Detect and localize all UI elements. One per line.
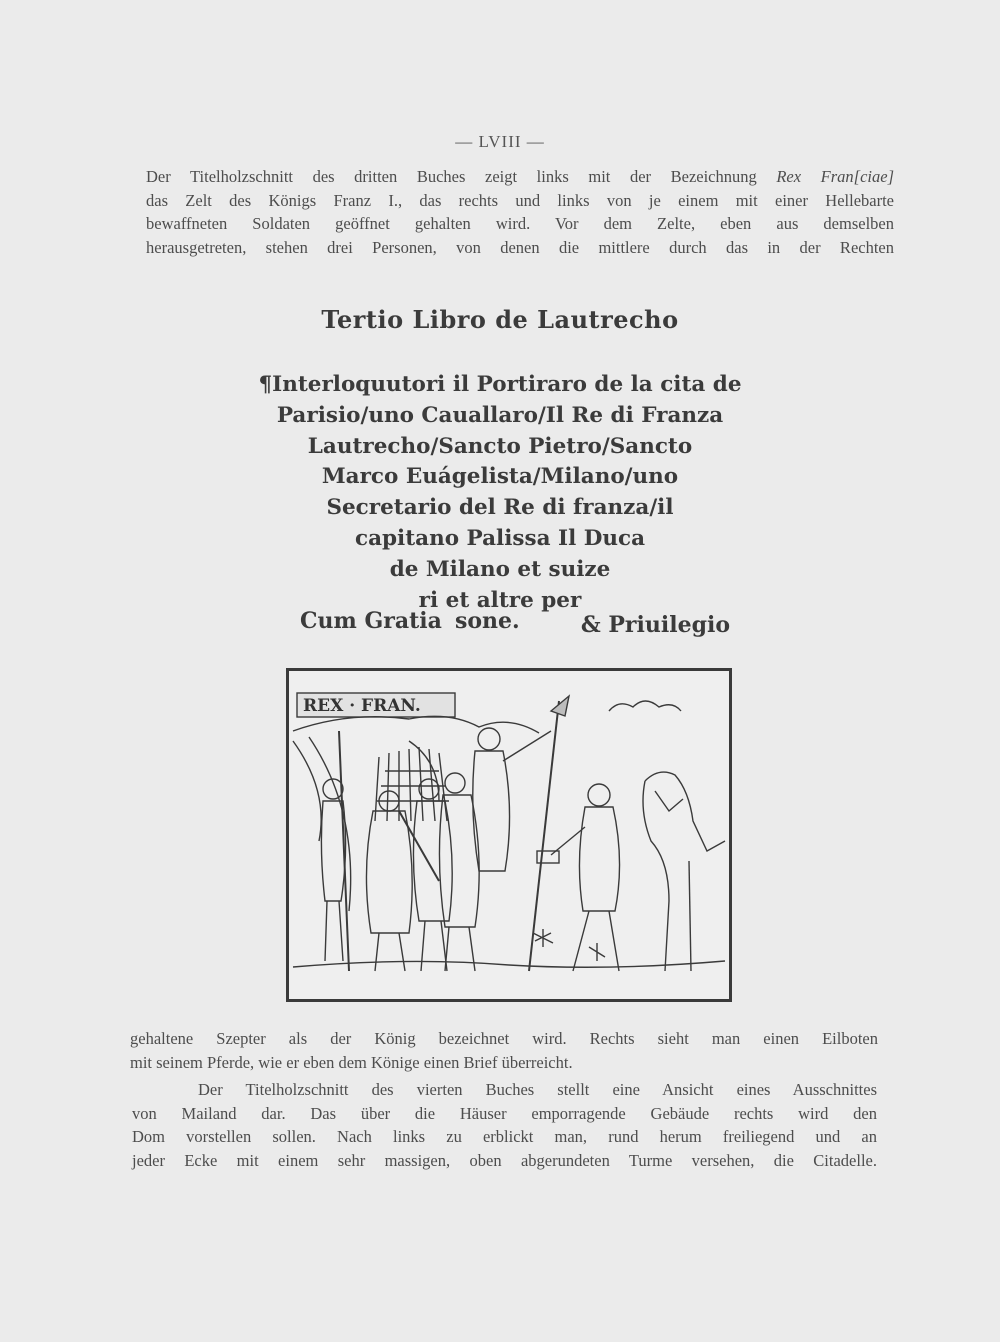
interlocutor-line: Marco Euágelista/Milano/uno xyxy=(321,464,679,490)
page-number: — LVIII — xyxy=(455,132,545,151)
courtier-figure xyxy=(413,779,452,971)
privilege-line xyxy=(300,606,730,646)
paragraph-2 xyxy=(130,1027,878,1074)
interlocutor-line: capitano Palissa Il Duca xyxy=(354,525,646,551)
text-line: Der Titelholzschnitt des dritten Buches zeigt links mit der Bezeichnung Rex Fran[ciae] xyxy=(146,167,894,186)
text-line: das Zelt des Königs Franz I., das rechts und links von je einem mit einer Hellebarte xyxy=(146,190,894,210)
soldier-right xyxy=(473,728,551,871)
interlocutor-line: ri et altre per xyxy=(418,587,582,613)
title-page-heading xyxy=(0,305,1000,334)
paragraph-1 xyxy=(146,165,894,259)
horse-figure xyxy=(643,772,725,971)
woodcut-illustration xyxy=(286,668,732,1002)
text-line: gehaltene Szepter als der König bezeichnet wird. Rechts sieht man einen Eilboten xyxy=(130,1029,878,1048)
cum-gratia-text: Cum Gratia xyxy=(300,608,442,634)
interlocutor-line: Parisio/uno Cauallaro/Il Re di Franza xyxy=(276,402,724,428)
interlocutor-line: ¶Interloquutori il Portiraro de la cita de xyxy=(258,372,742,397)
italic-term: Rex Fran[ciae] xyxy=(776,167,894,186)
woodcut-drawing xyxy=(289,671,729,999)
privilegio-text: & Priuilegio xyxy=(580,612,730,638)
sone-text: sone. xyxy=(455,608,520,634)
interlocutor-line: Lautrecho/Sancto Pietro/Sancto xyxy=(307,433,693,459)
pilcrow-icon: ¶ xyxy=(258,372,273,397)
book-title: Tertio Libro de Lautrecho xyxy=(321,305,679,334)
text-line: mit seinem Pferde, wie er eben dem Könige einen Brief überreicht. xyxy=(130,1052,573,1072)
messenger-figure xyxy=(537,784,620,971)
text-line: Dom vorstellen sollen. Nach links zu erblickt man, rund herum freiliegend und an xyxy=(132,1127,877,1146)
interlocutor-line: Secretario del Re di franza/il xyxy=(326,495,674,521)
text-line: von Mailand dar. Das über die Häuser emporragende Gebäude rechts wird den xyxy=(132,1103,877,1123)
interlocutor-line: de Milano et suize xyxy=(389,556,611,582)
interlocutors-block xyxy=(0,370,1000,616)
text-line: Der Titelholzschnitt des vierten Buches stellt eine Ansicht eines Ausschnittes xyxy=(198,1080,877,1099)
text-line: jeder Ecke mit einem sehr massigen, oben abgerundeten Turme versehen, die Citadelle. xyxy=(132,1150,877,1170)
text-line: herausgetreten, stehen drei Personen, von denen die mittlere durch das in der Rechten xyxy=(146,237,894,257)
woodcut-label: REX · FRAN. xyxy=(303,696,421,716)
king-figure xyxy=(366,791,439,971)
paragraph-3 xyxy=(132,1078,877,1172)
text-line: bewaffneten Soldaten geöffnet gehalten wird. Vor dem Zelte, eben aus demselben xyxy=(146,214,894,233)
